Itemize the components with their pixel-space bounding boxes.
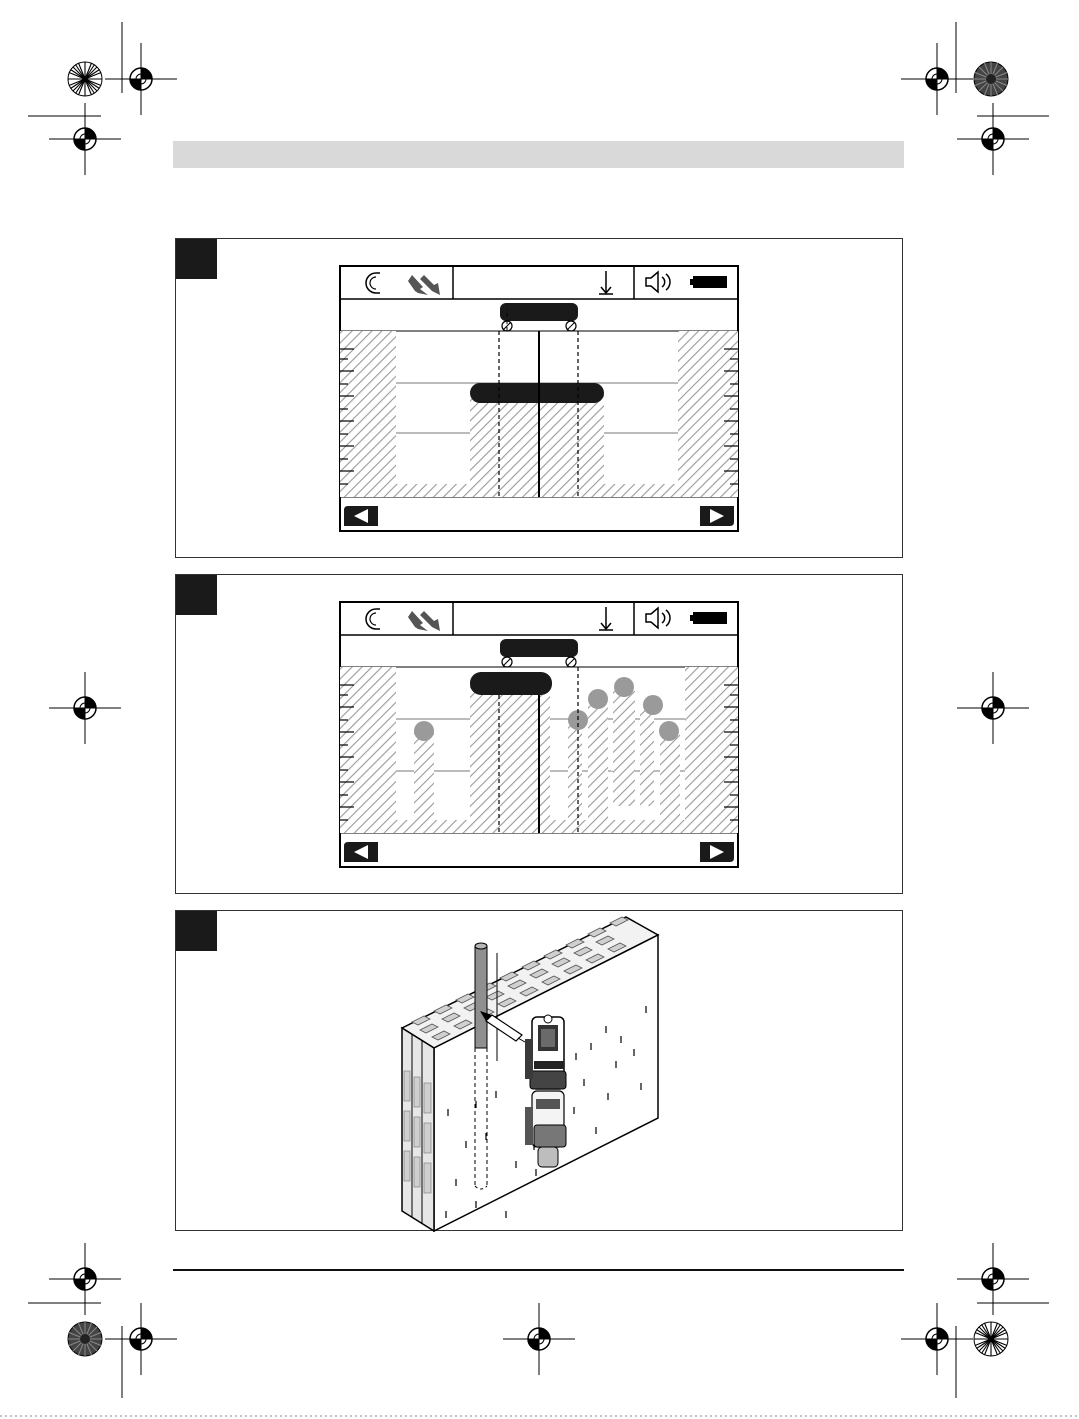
right-arrow-icon[interactable] [700,842,734,862]
footer-rule [173,1269,904,1271]
detector-display-a [176,239,904,559]
detector-display-b [176,575,904,895]
detected-object-cap [470,672,552,695]
battery-icon [690,612,727,624]
detected-object-bar [470,383,604,484]
battery-icon [690,276,727,288]
wall-scan-illustration [176,911,904,1232]
left-arrow-icon[interactable] [344,842,378,862]
header-bar [173,141,904,168]
right-arrow-icon[interactable] [700,506,734,526]
left-arrow-icon[interactable] [344,506,378,526]
figure-panel-b [175,574,903,894]
figure-panel-a [175,238,903,558]
figure-panel-c [175,910,903,1231]
